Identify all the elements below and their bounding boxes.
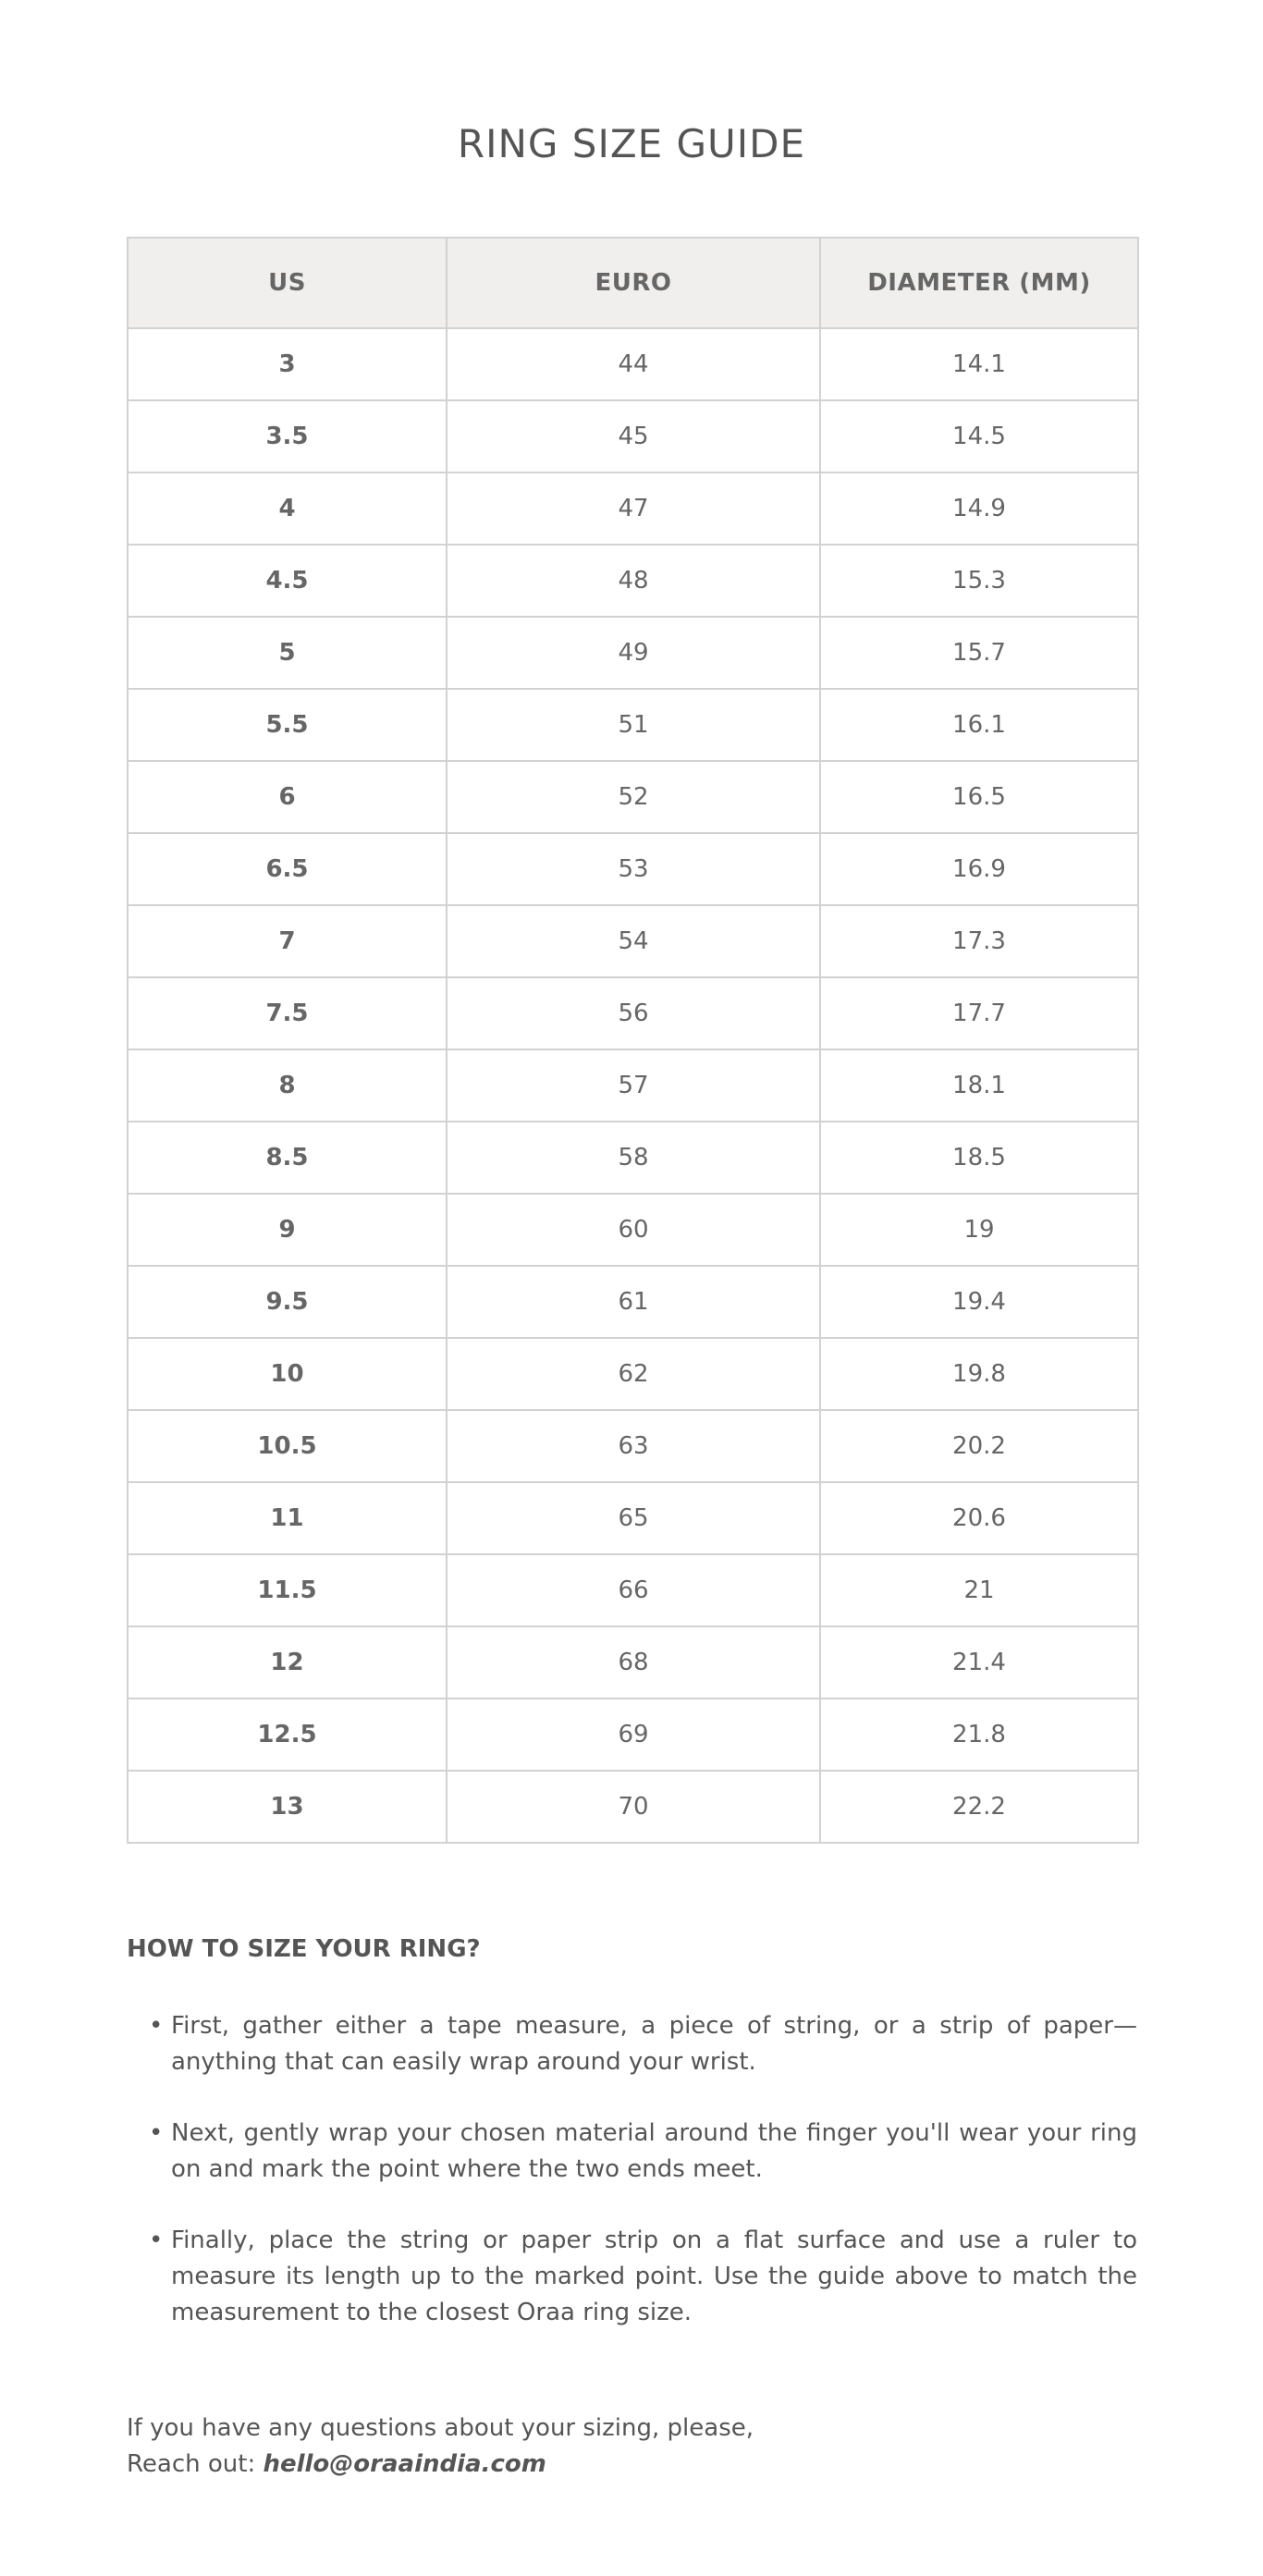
table-row xyxy=(128,1771,1138,1843)
cell-euro-size: 61 xyxy=(447,1266,820,1338)
cell-diameter: 20.2 xyxy=(820,1410,1138,1482)
table-row xyxy=(128,977,1138,1049)
cell-us-size: 11.5 xyxy=(128,1554,447,1626)
cell-us-size: 8 xyxy=(128,1049,447,1122)
list-item xyxy=(127,2008,1137,2080)
table-row xyxy=(128,1266,1138,1338)
list-item xyxy=(127,2116,1137,2188)
cell-us-size: 7 xyxy=(128,905,447,977)
cell-diameter: 20.6 xyxy=(820,1482,1138,1554)
cell-us-size: 3.5 xyxy=(128,400,447,472)
table-row xyxy=(128,1049,1138,1122)
step-text: Next, gently wrap your chosen material around the finger you'll wear your ring on and mark the point where the two ends meet. xyxy=(171,2119,1137,2183)
table-row xyxy=(128,400,1138,472)
column-header-diameter: DIAMETER (MM) xyxy=(820,238,1138,328)
table-row xyxy=(128,472,1138,545)
how-to-heading: HOW TO SIZE YOUR RING? xyxy=(127,1935,481,1963)
cell-us-size: 11 xyxy=(128,1482,447,1554)
cell-diameter: 18.5 xyxy=(820,1122,1138,1194)
column-header-euro: EURO xyxy=(447,238,820,328)
page-title: RING SIZE GUIDE xyxy=(457,121,806,166)
table-row xyxy=(128,1194,1138,1266)
table-row xyxy=(128,545,1138,617)
cell-us-size: 4 xyxy=(128,472,447,545)
cell-euro-size: 63 xyxy=(447,1410,820,1482)
cell-us-size: 5 xyxy=(128,617,447,689)
cell-diameter: 19.8 xyxy=(820,1338,1138,1410)
cell-euro-size: 62 xyxy=(447,1338,820,1410)
cell-euro-size: 47 xyxy=(447,472,820,545)
cell-euro-size: 44 xyxy=(447,328,820,400)
column-header-us: US xyxy=(128,238,447,328)
sizing-steps-list xyxy=(127,2008,1137,2366)
cell-euro-size: 48 xyxy=(447,545,820,617)
table-row xyxy=(128,1699,1138,1771)
table-header-row xyxy=(128,238,1138,328)
cell-diameter: 21.4 xyxy=(820,1626,1138,1699)
cell-euro-size: 57 xyxy=(447,1049,820,1122)
contact-block xyxy=(127,2410,754,2483)
cell-diameter: 15.3 xyxy=(820,545,1138,617)
table-row xyxy=(128,1482,1138,1554)
bullet-icon: • xyxy=(149,2119,164,2147)
reach-out-label: Reach out: xyxy=(127,2450,264,2478)
cell-diameter: 17.3 xyxy=(820,905,1138,977)
cell-diameter: 15.7 xyxy=(820,617,1138,689)
cell-euro-size: 54 xyxy=(447,905,820,977)
cell-euro-size: 53 xyxy=(447,833,820,905)
table-row xyxy=(128,617,1138,689)
step-text: First, gather either a tape measure, a piece of string, or a strip of paper—anything that can easily wrap around your wrist. xyxy=(171,2012,1137,2076)
cell-diameter: 19 xyxy=(820,1194,1138,1266)
cell-diameter: 21.8 xyxy=(820,1699,1138,1771)
table-row xyxy=(128,1410,1138,1482)
cell-us-size: 5.5 xyxy=(128,689,447,761)
cell-diameter: 14.1 xyxy=(820,328,1138,400)
cell-us-size: 3 xyxy=(128,328,447,400)
table-row xyxy=(128,689,1138,761)
cell-diameter: 18.1 xyxy=(820,1049,1138,1122)
contact-question: If you have any questions about your sizing, please, xyxy=(127,2414,754,2442)
table-row xyxy=(128,905,1138,977)
bullet-icon: • xyxy=(149,2226,164,2254)
cell-us-size: 13 xyxy=(128,1771,447,1843)
contact-reach-line xyxy=(127,2447,754,2483)
cell-euro-size: 56 xyxy=(447,977,820,1049)
table-row xyxy=(128,1554,1138,1626)
bullet-icon: • xyxy=(149,2012,164,2040)
cell-us-size: 10 xyxy=(128,1338,447,1410)
cell-euro-size: 66 xyxy=(447,1554,820,1626)
table-row xyxy=(128,328,1138,400)
cell-diameter: 19.4 xyxy=(820,1266,1138,1338)
cell-us-size: 9 xyxy=(128,1194,447,1266)
cell-us-size: 9.5 xyxy=(128,1266,447,1338)
cell-euro-size: 68 xyxy=(447,1626,820,1699)
cell-us-size: 6.5 xyxy=(128,833,447,905)
table-row xyxy=(128,1626,1138,1699)
list-item xyxy=(127,2223,1137,2331)
email-link[interactable]: hello@oraaindia.com xyxy=(263,2450,546,2478)
step-text: Finally, place the string or paper strip on a flat surface and use a ruler to measure its length up to the marked point. Use the guide above to match the measurement to the closest Oraa ring size. xyxy=(171,2226,1137,2326)
table-row xyxy=(128,1338,1138,1410)
cell-us-size: 12 xyxy=(128,1626,447,1699)
cell-euro-size: 45 xyxy=(447,400,820,472)
cell-euro-size: 65 xyxy=(447,1482,820,1554)
cell-euro-size: 70 xyxy=(447,1771,820,1843)
cell-euro-size: 49 xyxy=(447,617,820,689)
table-row xyxy=(128,833,1138,905)
cell-diameter: 16.5 xyxy=(820,761,1138,833)
table-row xyxy=(128,1122,1138,1194)
cell-us-size: 7.5 xyxy=(128,977,447,1049)
cell-diameter: 16.1 xyxy=(820,689,1138,761)
cell-diameter: 21 xyxy=(820,1554,1138,1626)
cell-us-size: 6 xyxy=(128,761,447,833)
cell-euro-size: 52 xyxy=(447,761,820,833)
cell-us-size: 12.5 xyxy=(128,1699,447,1771)
cell-diameter: 16.9 xyxy=(820,833,1138,905)
cell-euro-size: 69 xyxy=(447,1699,820,1771)
cell-diameter: 14.9 xyxy=(820,472,1138,545)
ring-size-table xyxy=(127,237,1139,1844)
cell-euro-size: 51 xyxy=(447,689,820,761)
cell-diameter: 14.5 xyxy=(820,400,1138,472)
cell-diameter: 17.7 xyxy=(820,977,1138,1049)
cell-euro-size: 60 xyxy=(447,1194,820,1266)
cell-euro-size: 58 xyxy=(447,1122,820,1194)
cell-us-size: 8.5 xyxy=(128,1122,447,1194)
cell-us-size: 4.5 xyxy=(128,545,447,617)
cell-us-size: 10.5 xyxy=(128,1410,447,1482)
cell-diameter: 22.2 xyxy=(820,1771,1138,1843)
table-row xyxy=(128,761,1138,833)
